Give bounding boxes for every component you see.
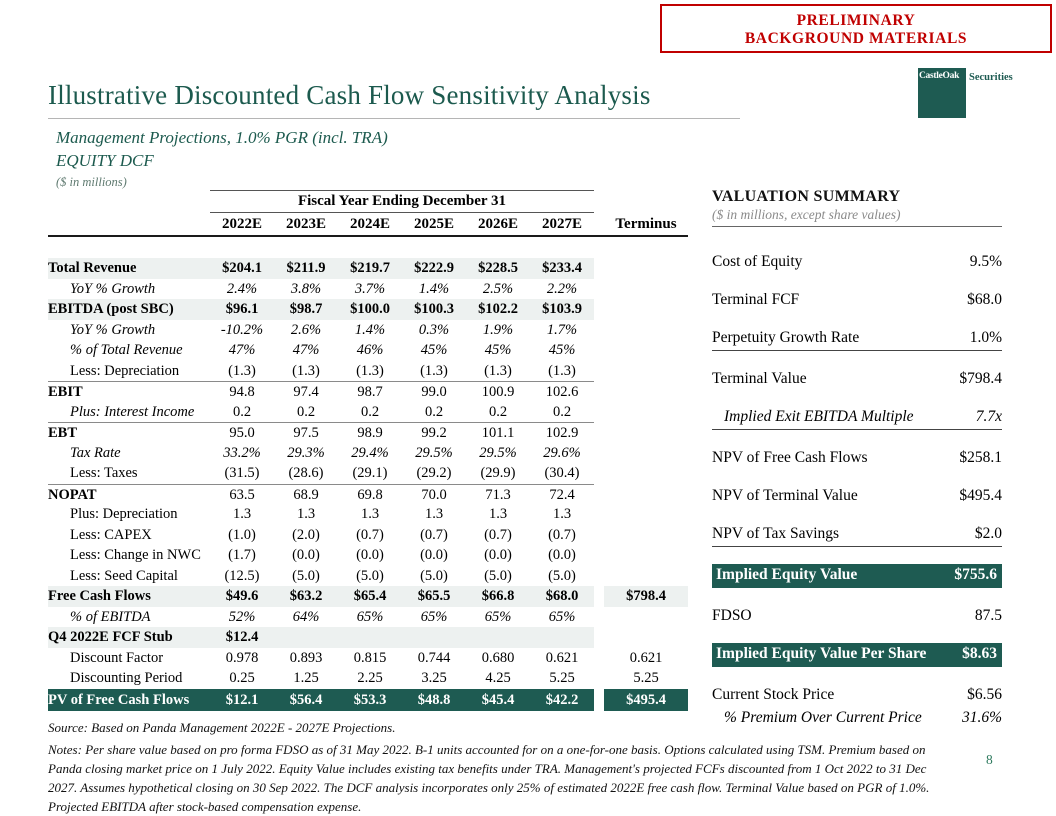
cell-value: $204.1 (210, 258, 274, 279)
cell-value: 3.7% (354, 280, 386, 297)
title-divider (48, 118, 740, 119)
cell-value: 45% (420, 342, 448, 358)
row-label: Less: Seed Capital (70, 567, 178, 584)
summary-label: Implied Equity Value (716, 566, 858, 583)
cell-terminus: $798.4 (604, 586, 688, 607)
column-gap (594, 648, 604, 669)
cell-value: $211.9 (274, 258, 338, 279)
cell-value: 1.4% (418, 280, 450, 297)
row-label: EBITDA (post SBC) (48, 299, 210, 320)
summary-label: Implied Equity Value Per Share (716, 645, 927, 662)
summary-label: NPV of Tax Savings (712, 525, 840, 542)
cell-value: (28.6) (288, 465, 324, 481)
cell-value: 45% (484, 342, 512, 358)
column-gap (594, 213, 604, 235)
cell-value: 3.25 (421, 670, 447, 686)
summary-row (712, 643, 1002, 667)
stamp-line2: BACKGROUND MATERIALS (744, 30, 968, 47)
column-gap (594, 586, 604, 607)
cell-value (402, 627, 466, 648)
cell-terminus (604, 504, 688, 525)
cell-value: 0.893 (289, 649, 323, 666)
cell-value: (31.5) (224, 465, 260, 481)
cell-value: 65% (420, 608, 448, 625)
subtitle-equity-dcf: EQUITY DCF (56, 151, 154, 170)
cell-value: $68.0 (530, 586, 594, 607)
rows-gap (48, 237, 688, 258)
cell-value: (5.0) (484, 567, 512, 584)
cell-value: 72.4 (530, 484, 594, 506)
cell-terminus (604, 258, 688, 279)
summary-label: NPV of Free Cash Flows (712, 449, 868, 466)
cell-value: (12.5) (224, 567, 260, 584)
summary-value: $8.63 (962, 645, 997, 662)
cell-value: (29.1) (352, 465, 388, 481)
column-gap (594, 504, 604, 525)
cell-value: 2.6% (290, 321, 322, 338)
cell-value: 100.9 (466, 381, 530, 403)
cell-value: 69.8 (338, 484, 402, 506)
source-note: Source: Based on Panda Management 2022E - 2027E Projections. (48, 720, 396, 735)
cell-value: 0.978 (225, 649, 259, 666)
cell-value: (0.7) (548, 526, 576, 543)
cell-value: 0.2 (360, 403, 380, 420)
cell-value: (1.3) (420, 362, 448, 379)
row-label: Discount Factor (70, 649, 164, 666)
cell-value: $42.2 (530, 689, 594, 711)
summary-label: % Premium Over Current Price (724, 709, 922, 726)
cell-value: (0.7) (484, 526, 512, 543)
cell-value: (0.0) (548, 547, 576, 563)
summary-value: $495.4 (959, 487, 1002, 504)
cell-value: 64% (292, 608, 320, 625)
table-row (48, 299, 688, 320)
summary-label: NPV of Terminal Value (712, 487, 858, 504)
row-label: % of EBITDA (70, 608, 151, 625)
column-gap (594, 381, 604, 403)
cell-value: (1.3) (292, 362, 320, 379)
summary-label: Terminal Value (712, 370, 807, 387)
cell-value (274, 627, 338, 648)
summary-row (712, 686, 1002, 705)
column-gap (594, 340, 604, 361)
column-gap (594, 689, 604, 711)
row-label: Discounting Period (70, 670, 183, 686)
cell-value: (0.0) (356, 547, 384, 563)
table-row (48, 566, 688, 587)
cell-value: 98.9 (338, 422, 402, 444)
cell-value: (1.3) (484, 362, 512, 379)
cell-value: $65.5 (402, 586, 466, 607)
column-gap (594, 463, 604, 484)
table-row (48, 689, 688, 711)
table-row (48, 340, 688, 361)
cell-value: (5.0) (420, 567, 448, 584)
year-header: 2026E (477, 216, 518, 232)
row-label: Q4 2022E FCF Stub (48, 627, 210, 648)
summary-value: $258.1 (959, 449, 1002, 466)
cell-terminus: $495.4 (604, 689, 688, 711)
cell-value: $219.7 (338, 258, 402, 279)
row-label: PV of Free Cash Flows (48, 689, 210, 711)
summary-label: Terminal FCF (712, 291, 800, 308)
row-label: EBT (48, 422, 210, 444)
table-header-row (48, 213, 688, 235)
cell-value: 29.5% (415, 444, 453, 461)
cell-value: $103.9 (530, 299, 594, 320)
column-gap (594, 545, 604, 566)
row-label: YoY % Growth (70, 280, 156, 297)
table-row (48, 627, 688, 648)
table-row (48, 320, 688, 341)
cell-value: 0.3% (418, 321, 450, 338)
summary-value: $755.6 (954, 566, 997, 583)
column-gap (594, 279, 604, 300)
summary-row (712, 370, 1002, 389)
cell-value: 2.25 (357, 670, 383, 686)
summary-row (712, 607, 1002, 626)
logo-name: CastleOak (919, 71, 960, 81)
cell-value: 102.6 (530, 381, 594, 403)
summary-row (712, 329, 1002, 351)
fiscal-year-spanner: Fiscal Year Ending December 31 (297, 193, 507, 209)
cell-value: 2.2% (546, 280, 578, 297)
header-spacer (48, 213, 210, 235)
cell-terminus (604, 525, 688, 546)
cell-terminus: 5.25 (633, 670, 659, 686)
cell-terminus (604, 463, 688, 484)
cell-terminus (604, 484, 688, 506)
cell-value (466, 627, 530, 648)
table-row (48, 504, 688, 525)
summary-label: Current Stock Price (712, 686, 835, 703)
cell-terminus (604, 320, 688, 341)
cell-value: 99.2 (402, 422, 466, 444)
logo-suffix: Securities (969, 72, 1013, 83)
summary-label: Perpetuity Growth Rate (712, 329, 860, 346)
units-note: ($ in millions) (56, 175, 127, 189)
cell-value: 0.744 (417, 649, 451, 666)
cell-value: $53.3 (338, 689, 402, 711)
row-label: Less: Change in NWC (70, 547, 201, 563)
summary-row (712, 408, 1002, 430)
cell-value: 65% (484, 608, 512, 625)
cell-value: (0.7) (420, 526, 448, 543)
cell-value: 29.3% (287, 444, 325, 461)
cell-value: 1.3 (488, 506, 508, 522)
cell-value: -10.2% (220, 321, 264, 338)
cell-value: 0.2 (424, 403, 444, 420)
cell-value: $228.5 (466, 258, 530, 279)
row-label: Free Cash Flows (48, 586, 210, 607)
table-row (48, 463, 688, 484)
cell-value: 68.9 (274, 484, 338, 506)
cell-value: $102.2 (466, 299, 530, 320)
row-label: Plus: Depreciation (70, 506, 178, 522)
footnotes: Notes: Per share value based on pro forma FDSO as of 31 May 2022. B-1 units accounted for on a one-for-one basis. Options calculated using TSM. Premium based on Panda closing market price on 1 July 2022. Equity Value includes existing tax benefits under TRA. Management's projected FCFs discounted from 1 Oct 2022 to 31 Dec 2027. Assumes hypothetical closing on 30 Sep 2022. The DCF analysis incorporates only 25% of estimated 2022E free cash flow. Terminal Value based on PGR of 1.0%. Projected EBITDA after stock-based compensation expense. (48, 742, 930, 814)
cell-value: 71.3 (466, 484, 530, 506)
cell-value: (5.0) (548, 567, 576, 584)
valuation-summary-title: VALUATION SUMMARY (712, 188, 901, 205)
column-gap (594, 299, 604, 320)
summary-label: Implied Exit EBITDA Multiple (724, 408, 914, 425)
logo-mark (918, 68, 966, 118)
cell-value: $56.4 (274, 689, 338, 711)
cell-value: 0.2 (552, 403, 572, 420)
table-row (48, 443, 688, 464)
table-row (48, 422, 688, 443)
cell-value: (0.0) (420, 547, 448, 563)
cell-value: (30.4) (544, 465, 580, 481)
cell-value (530, 627, 594, 648)
summary-label: FDSO (712, 607, 752, 624)
summary-row (712, 709, 1002, 728)
column-gap (594, 402, 604, 423)
summary-row (712, 564, 1002, 588)
cell-value: 1.3 (232, 506, 252, 522)
cell-value: 94.8 (210, 381, 274, 403)
cell-terminus (604, 422, 688, 444)
table-row (48, 586, 688, 607)
cell-value: 0.25 (229, 670, 255, 686)
cell-value: $98.7 (274, 299, 338, 320)
cell-value: (5.0) (292, 567, 320, 584)
cell-value: (5.0) (356, 567, 384, 584)
cell-value: 98.7 (338, 381, 402, 403)
cell-value: 1.3 (552, 506, 572, 522)
table-row (48, 545, 688, 566)
cell-value: 3.8% (290, 280, 322, 297)
cell-value: 102.9 (530, 422, 594, 444)
column-gap (594, 607, 604, 628)
cell-terminus (604, 443, 688, 464)
cell-value: 1.9% (482, 321, 514, 338)
cell-value: 70.0 (402, 484, 466, 506)
cell-terminus (604, 279, 688, 300)
table-row (48, 361, 688, 382)
row-label: Less: Depreciation (70, 362, 180, 379)
cell-value: 101.1 (466, 422, 530, 444)
cell-value: (29.9) (480, 465, 516, 481)
cell-value: 4.25 (485, 670, 511, 686)
column-gap (594, 627, 604, 648)
summary-value: 7.7x (975, 408, 1002, 425)
cell-terminus (604, 545, 688, 566)
page-title: Illustrative Discounted Cash Flow Sensitivity Analysis (48, 80, 651, 110)
cell-value: $66.8 (466, 586, 530, 607)
cell-value: $100.3 (402, 299, 466, 320)
column-gap (594, 258, 604, 279)
summary-row (712, 449, 1002, 468)
summary-value: 1.0% (969, 329, 1002, 346)
summary-value: $6.56 (967, 686, 1002, 703)
cell-value: 0.621 (545, 649, 579, 666)
cell-value: 1.7% (546, 321, 578, 338)
column-gap (594, 484, 604, 506)
cell-terminus (604, 402, 688, 423)
summary-row (712, 253, 1002, 272)
table-row (48, 402, 688, 423)
cell-terminus (604, 627, 688, 648)
cell-terminus (604, 566, 688, 587)
cell-value: 29.6% (543, 444, 581, 461)
cell-value: $96.1 (210, 299, 274, 320)
cell-terminus (604, 381, 688, 403)
terminus-header: Terminus (615, 216, 677, 232)
cell-value: 5.25 (549, 670, 575, 686)
preliminary-stamp (660, 4, 1052, 53)
summary-value: 31.6% (961, 709, 1002, 726)
valuation-summary-units: ($ in millions, except share values) (712, 207, 1002, 227)
row-label: Less: Taxes (70, 465, 138, 481)
row-label: Plus: Interest Income (70, 403, 195, 420)
cell-value: 29.5% (479, 444, 517, 461)
year-header: 2023E (285, 216, 326, 232)
cell-value: (1.0) (228, 526, 256, 543)
cell-value: 0.680 (481, 649, 515, 666)
summary-row (712, 525, 1002, 547)
cell-value: $100.0 (338, 299, 402, 320)
column-gap (594, 566, 604, 587)
table-row (48, 484, 688, 505)
cell-value: (29.2) (416, 465, 452, 481)
table-row (48, 279, 688, 300)
summary-row (712, 487, 1002, 506)
summary-value: 9.5% (969, 253, 1002, 270)
column-gap (594, 525, 604, 546)
cell-value: 1.25 (293, 670, 319, 686)
summary-value: $798.4 (959, 370, 1002, 387)
column-gap (594, 668, 604, 689)
cell-value: $49.6 (210, 586, 274, 607)
cell-value: (2.0) (292, 526, 320, 543)
row-label: Tax Rate (70, 444, 121, 461)
cell-value: 29.4% (351, 444, 389, 461)
row-label: YoY % Growth (70, 321, 156, 338)
subtitle-projections: Management Projections, 1.0% PGR (incl. TRA) (56, 128, 388, 147)
cell-value: 97.4 (274, 381, 338, 403)
cell-value: 99.0 (402, 381, 466, 403)
table-row (48, 607, 688, 628)
cell-value: 63.5 (210, 484, 274, 506)
table-row (48, 381, 688, 402)
dcf-table (48, 190, 688, 711)
cell-terminus (604, 607, 688, 628)
page-number: 8 (986, 752, 993, 767)
cell-value: (0.0) (484, 547, 512, 563)
cell-value: 33.2% (223, 444, 261, 461)
cell-terminus: 0.621 (629, 649, 663, 666)
year-header: 2027E (541, 216, 582, 232)
cell-value: (1.3) (356, 362, 384, 379)
cell-value: (1.3) (548, 362, 576, 379)
column-gap (594, 361, 604, 382)
summary-value: $68.0 (967, 291, 1002, 308)
year-header: 2025E (413, 216, 454, 232)
table-row (48, 525, 688, 546)
cell-value: $45.4 (466, 689, 530, 711)
cell-value: $63.2 (274, 586, 338, 607)
column-gap (594, 443, 604, 464)
cell-value: 47% (228, 342, 256, 358)
cell-value: $233.4 (530, 258, 594, 279)
castleoak-logo (918, 68, 1056, 120)
valuation-summary (712, 188, 1002, 728)
cell-value: 2.5% (482, 280, 514, 297)
cell-value (338, 627, 402, 648)
summary-row (712, 291, 1002, 310)
row-label: % of Total Revenue (70, 342, 183, 358)
cell-value: 65% (356, 608, 384, 625)
cell-value: $48.8 (402, 689, 466, 711)
cell-terminus (604, 340, 688, 361)
cell-value: 0.2 (488, 403, 508, 420)
cell-value: (1.7) (228, 547, 256, 563)
stamp-line1: PRELIMINARY (796, 12, 916, 29)
cell-value: 46% (356, 342, 384, 358)
cell-value: 47% (292, 342, 320, 358)
column-gap (594, 320, 604, 341)
cell-value: 2.4% (226, 280, 258, 297)
year-header: 2022E (221, 216, 262, 232)
cell-value: (0.7) (356, 526, 384, 543)
cell-value: 1.3 (360, 506, 380, 522)
cell-value: 95.0 (210, 422, 274, 444)
summary-value: $2.0 (974, 525, 1002, 542)
row-label: Total Revenue (48, 258, 210, 279)
cell-value: 1.3 (424, 506, 444, 522)
cell-value: $222.9 (402, 258, 466, 279)
cell-value: 45% (548, 342, 576, 358)
table-body (48, 258, 688, 711)
row-label: NOPAT (48, 484, 210, 506)
cell-value: $65.4 (338, 586, 402, 607)
summary-label: Cost of Equity (712, 253, 803, 270)
table-row (48, 668, 688, 689)
cell-value: 1.3 (296, 506, 316, 522)
cell-value: 0.2 (296, 403, 316, 420)
cell-value: 52% (228, 608, 256, 625)
cell-value: $12.4 (210, 627, 274, 648)
row-label: EBIT (48, 381, 210, 403)
table-row (48, 648, 688, 669)
valuation-summary-body (712, 253, 1002, 728)
year-header: 2024E (349, 216, 390, 232)
table-row (48, 258, 688, 279)
cell-value: 1.4% (354, 321, 386, 338)
cell-value: (1.3) (228, 362, 256, 379)
cell-value: 0.2 (232, 403, 252, 420)
cell-value: 0.815 (353, 649, 387, 666)
cell-value: 65% (548, 608, 576, 625)
cell-terminus (604, 361, 688, 382)
cell-value: $12.1 (210, 689, 274, 711)
cell-value: 97.5 (274, 422, 338, 444)
cell-terminus (604, 299, 688, 320)
cell-value: (0.0) (292, 547, 320, 563)
summary-value: 87.5 (974, 607, 1002, 624)
row-label: Less: CAPEX (70, 526, 152, 543)
column-gap (594, 422, 604, 444)
